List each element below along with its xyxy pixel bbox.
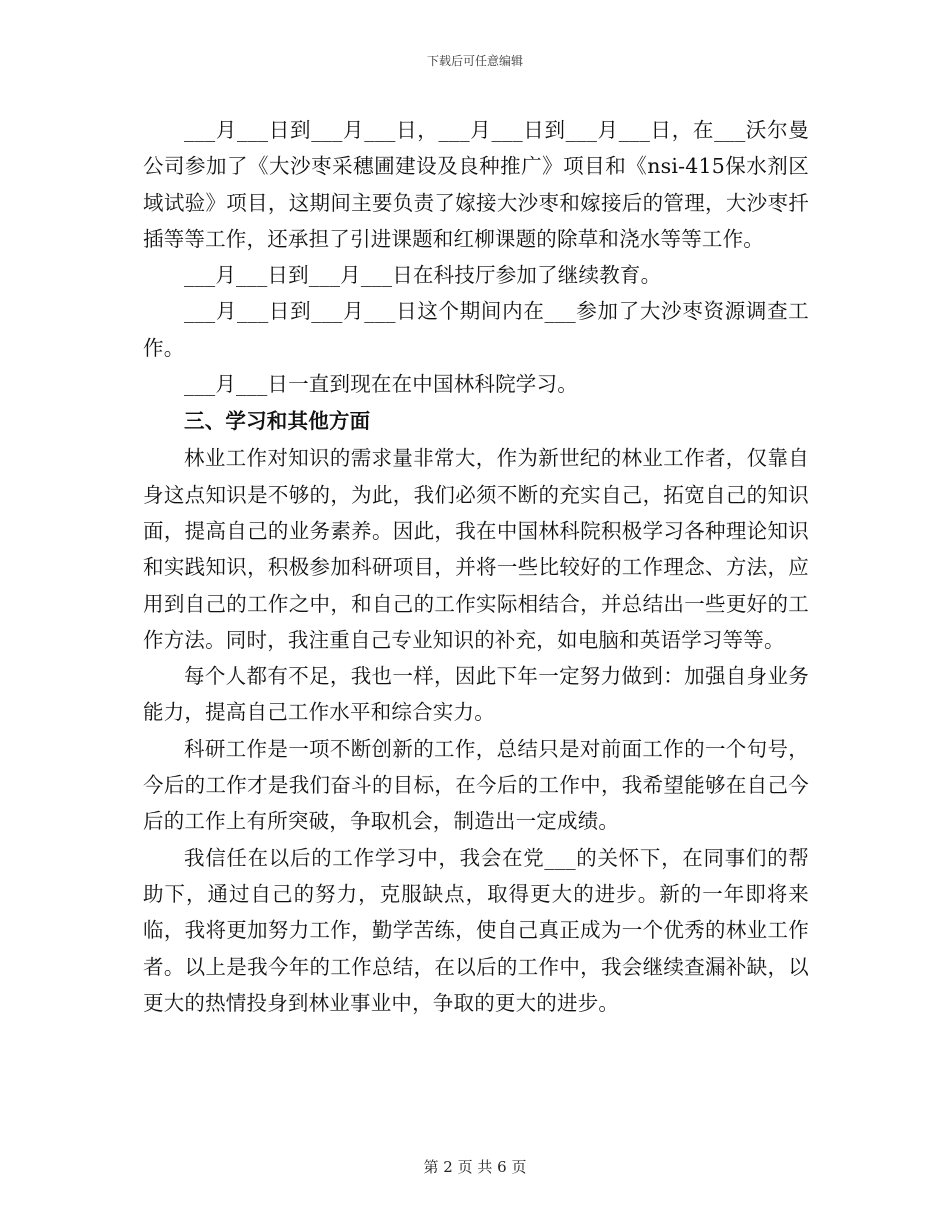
paragraph-work-period-4: ___月___日一直到现在在中国林科院学习。 (184, 372, 578, 397)
paragraph-conclusion: 我信任在以后的工作学习中，我会在党___的关怀下，在同事们的帮助下，通过自己的努力，克服缺点，取得更大的进步。新的一年即将来临，我将更加努力工作，勤学苦练，使自己真正成为一个优秀的林业工作者。以上是我今年的工作总结，在以后的工作中，我会继续查漏补缺，以更大的热情投身到林业事业中，争取的更大的进步。 (143, 845, 809, 1015)
paragraph-work-period-1: ___月___日到___月___日，___月___日到___月___日，在___沃尔曼公司参加了《大沙枣采穗圃建设及良种推广》项目和《nsi-415保水剂区域试验》项目，这期间主要负责了嫁接大沙枣和嫁接后的管理，大沙枣扦插等等工作，还承担了引进课题和红柳课题的除草和浇水等等工作。 (143, 118, 809, 251)
page-footer: 第 2 页 共 6 页 (423, 1158, 527, 1176)
paragraph-research: 科研工作是一项不断创新的工作，总结只是对前面工作的一个句号，今后的工作才是我们奋斗的目标，在今后的工作中，我希望能够在自己今后的工作上有所突破，争取机会，制造出一定成绩。 (143, 736, 809, 834)
paragraph-work-period-3: ___月___日到___月___日这个期间内在___参加了大沙枣资源调查工作。 (143, 299, 809, 360)
paragraph-shortcomings: 每个人都有不足，我也一样，因此下年一定努力做到：加强自身业务能力，提高自己工作水平和综合实力。 (143, 664, 809, 725)
document-body (143, 112, 809, 1021)
section-heading-study: 三、学习和其他方面 (184, 409, 371, 434)
page-header: 下载后可任意编辑 (426, 54, 523, 68)
paragraph-work-period-2: ___月___日到___月___日在科技厅参加了继续教育。 (184, 263, 662, 288)
paragraph-study: 林业工作对知识的需求量非常大，作为新世纪的林业工作者，仅靠自身这点知识是不够的，为此，我们必须不断的充实自己，拓宽自己的知识面，提高自己的业务素养。因此，我在中国林科院积极学习各种理论知识和实践知识，积极参加科研项目，并将一些比较好的工作理念、方法，应用到自己的工作之中，和自己的工作实际相结合，并总结出一些更好的工作方法。同时，我注重自己专业知识的补充，如电脑和英语学习等等。 (143, 446, 809, 652)
